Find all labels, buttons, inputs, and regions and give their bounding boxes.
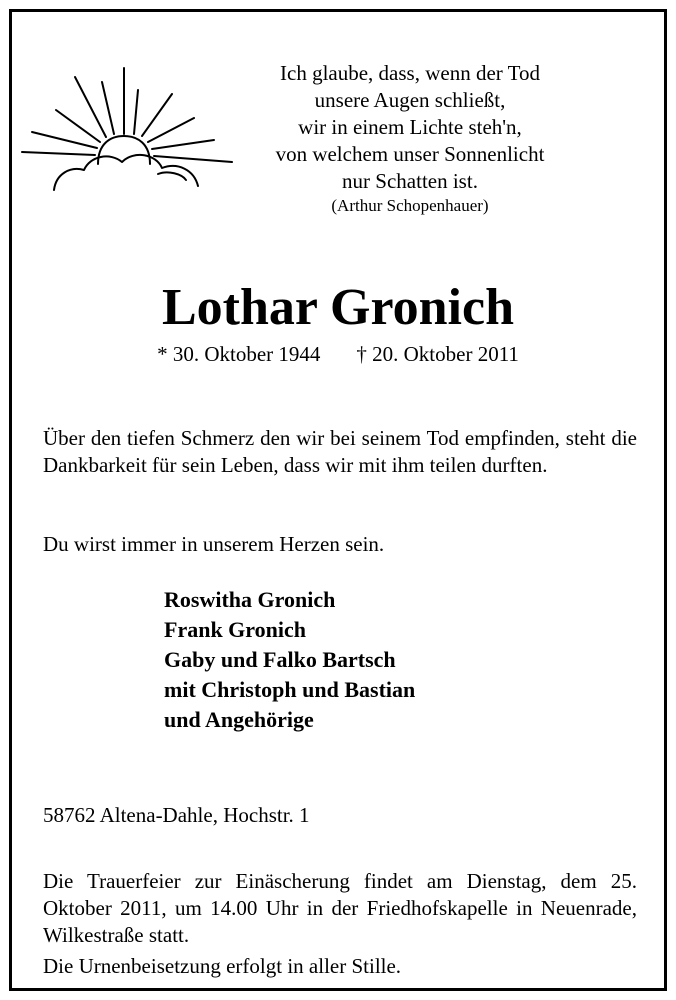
heart-text: Du wirst immer in unserem Herzen sein. [43,532,385,556]
deceased-name: Lothar Gronich [161,279,514,336]
family-address: 58762 Altena-Dahle, Hochstr. 1 [43,803,310,827]
quote-line: unsere Augen schließt, [314,88,506,112]
death-date: † 20. Oktober 2011 [356,342,519,366]
burial-text: Die Urnenbeisetzung erfolgt in aller Stille. [43,954,402,978]
funeral-service-text: Die Trauerfeier zur Einäscherung findet am Dienstag, dem 25. Oktober 2011, um 14.00 Uhr in der Friedhofskapelle in Neuenrade, Wilkestraße statt. [43,869,637,947]
mourner-name: Frank Gronich [164,617,307,642]
quote-line: Ich glaube, dass, wenn der Tod [280,61,540,85]
quote [240,60,580,195]
life-dates [0,340,676,368]
quote-author: (Arthur Schopenhauer) [331,196,489,215]
quote-line: nur Schatten ist. [342,169,478,193]
sunrise-over-clouds-icon [18,62,238,196]
mourners-list [164,585,415,735]
mourner-name: und Angehörige [164,707,314,732]
mourner-name: mit Christoph und Bastian [164,677,416,702]
mourner-name: Gaby und Falko Bartsch [164,647,396,672]
mourner-name: Roswitha Gronich [164,587,336,612]
quote-line: wir in einem Lichte steh'n, [298,115,522,139]
quote-line: von welchem unser Sonnenlicht [275,142,545,166]
gratitude-text: Über den tiefen Schmerz den wir bei seinem Tod empfinden, steht die Dankbarkeit für sein Leben, dass wir mit ihm teilen durften. [43,426,637,477]
birth-date: * 30. Oktober 1944 [157,342,321,366]
